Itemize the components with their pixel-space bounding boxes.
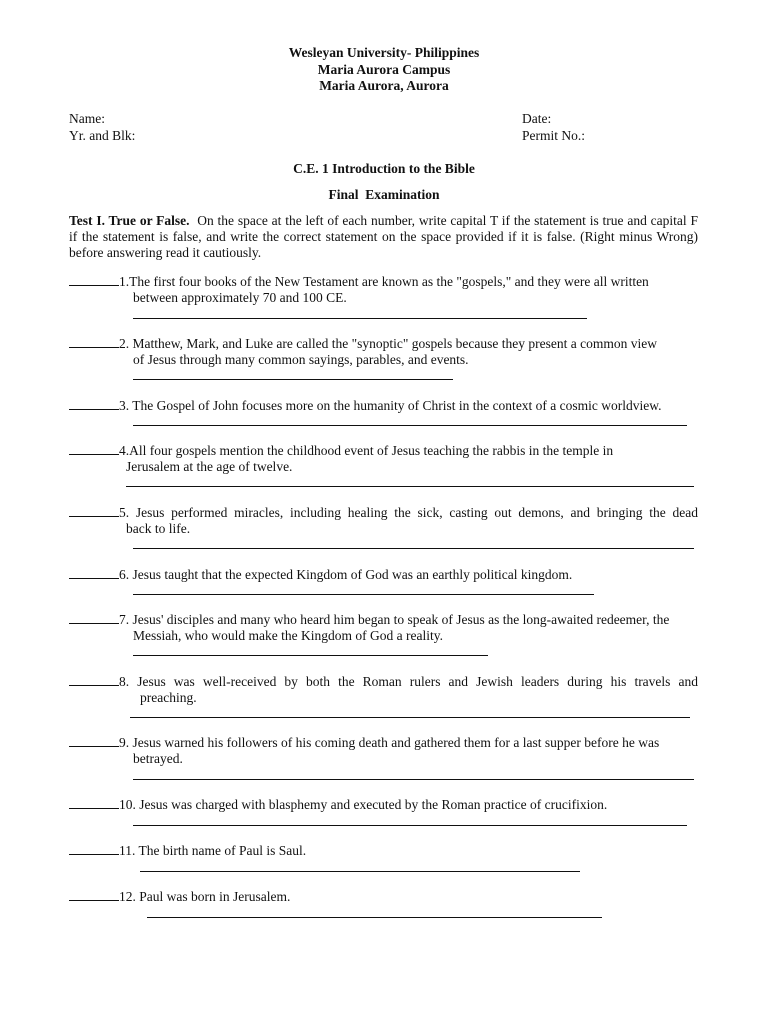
question-text: 1.The first four books of the New Testament are known as the "gospels," and they were all written	[119, 274, 649, 289]
answer-blank[interactable]	[69, 673, 119, 686]
question-item	[69, 888, 698, 905]
question-text: 5. Jesus performed miracles, including healing the sick, casting out demons, and bringing the dead	[119, 505, 698, 520]
question-item	[69, 734, 698, 767]
correction-line[interactable]	[126, 486, 694, 487]
answer-blank[interactable]	[69, 842, 119, 855]
answer-blank[interactable]	[69, 611, 119, 624]
correction-line[interactable]	[140, 871, 580, 872]
university-name: Wesleyan University- Philippines	[288, 45, 480, 60]
campus-location: Maria Aurora, Aurora	[319, 78, 449, 93]
correction-line[interactable]	[130, 717, 690, 718]
question-item	[69, 566, 698, 583]
correction-line[interactable]	[133, 825, 687, 826]
question-continuation: back to life.	[126, 521, 191, 536]
answer-blank[interactable]	[69, 273, 119, 286]
answer-blank[interactable]	[69, 335, 119, 348]
question-text: 10. Jesus was charged with blasphemy and executed by the Roman practice of crucifixion.	[119, 797, 608, 812]
course-title: C.E. 1 Introduction to the Bible	[293, 161, 475, 176]
question-text: 12. Paul was born in Jerusalem.	[119, 889, 291, 904]
test-title: Test I. True or False.	[69, 213, 190, 228]
question-text: 8. Jesus was well-received by both the Roman rulers and Jewish leaders during his travels and	[119, 674, 698, 689]
question-text: 11. The birth name of Paul is Saul.	[119, 843, 307, 858]
yr-blk-label: Yr. and Blk:	[69, 128, 136, 143]
date-label: Date:	[522, 111, 552, 126]
question-text: 7. Jesus' disciples and many who heard him began to speak of Jesus as the long-awaited redeemer, the	[119, 612, 670, 627]
answer-blank[interactable]	[69, 888, 119, 901]
question-text: 3. The Gospel of John focuses more on the humanity of Christ in the context of a cosmic worldview.	[119, 398, 662, 413]
question-text: 4.All four gospels mention the childhood event of Jesus teaching the rabbis in the temple in	[119, 443, 614, 458]
correction-line[interactable]	[133, 548, 694, 549]
correction-line[interactable]	[133, 655, 488, 656]
permit-label: Permit No.:	[522, 128, 585, 143]
question-item	[69, 273, 698, 306]
question-item	[69, 796, 698, 813]
instructions-text: On the space at the left of each number, write capital T if the statement is true and capital F if the statement is false, and write the correct statement on the space provided if it is false. (Right minus Wrong) before answering read it cautiously.	[69, 213, 698, 260]
question-continuation: Messiah, who would make the Kingdom of God a reality.	[133, 628, 443, 643]
question-text: 2. Matthew, Mark, and Luke are called the "synoptic" gospels because they present a common view	[119, 336, 657, 351]
test-instructions	[69, 213, 698, 261]
correction-line[interactable]	[133, 425, 687, 426]
question-item	[69, 335, 698, 368]
campus-name: Maria Aurora Campus	[317, 62, 451, 77]
question-continuation: betrayed.	[133, 751, 183, 766]
correction-line[interactable]	[133, 379, 453, 380]
question-item	[69, 504, 698, 537]
question-text: 9. Jesus warned his followers of his coming death and gathered them for a last supper before he was	[119, 735, 660, 750]
exam-title: Final Examination	[328, 187, 440, 202]
question-item	[69, 442, 698, 475]
answer-blank[interactable]	[69, 796, 119, 809]
question-item	[69, 397, 698, 414]
answer-blank[interactable]	[69, 566, 119, 579]
name-label: Name:	[69, 111, 105, 126]
correction-line[interactable]	[133, 594, 594, 595]
answer-blank[interactable]	[69, 397, 119, 410]
answer-blank[interactable]	[69, 734, 119, 747]
question-text: 6. Jesus taught that the expected Kingdom of God was an earthly political kingdom.	[119, 567, 573, 582]
question-continuation: between approximately 70 and 100 CE.	[133, 290, 347, 305]
answer-blank[interactable]	[69, 504, 119, 517]
question-continuation: Jerusalem at the age of twelve.	[126, 459, 293, 474]
question-item	[69, 842, 698, 859]
correction-line[interactable]	[147, 917, 602, 918]
correction-line[interactable]	[133, 779, 694, 780]
question-item	[69, 673, 698, 706]
question-continuation: of Jesus through many common sayings, parables, and events.	[133, 352, 469, 367]
answer-blank[interactable]	[69, 442, 119, 455]
question-item	[69, 611, 698, 644]
correction-line[interactable]	[133, 318, 587, 319]
question-continuation: preaching.	[140, 690, 197, 705]
